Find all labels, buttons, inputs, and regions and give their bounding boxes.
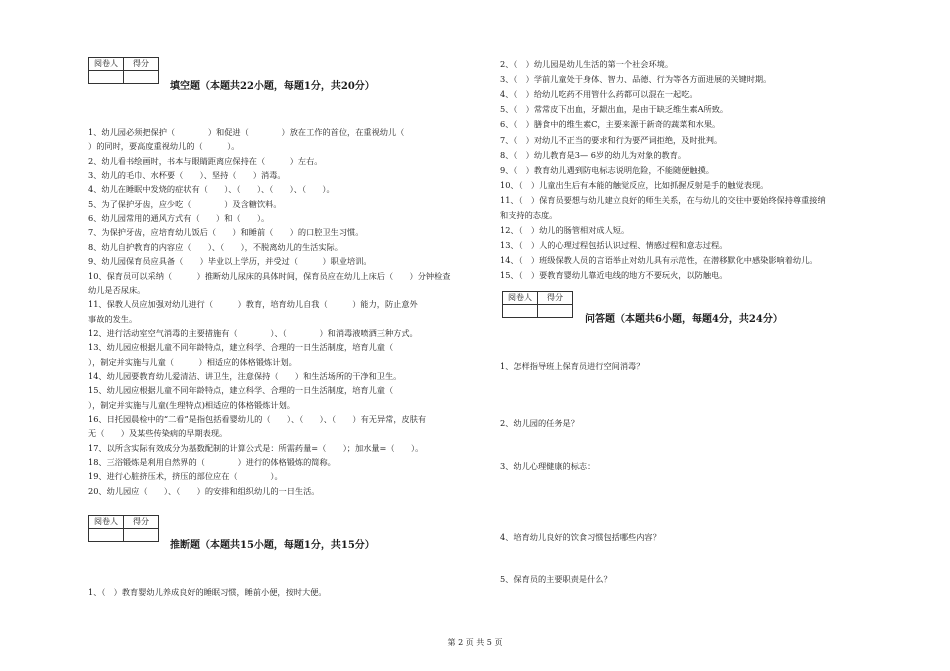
judge-section-title: 推断题（本题共15小题，每题1分，共15分）: [170, 540, 375, 551]
reviewer-cell: 阅卷人: [89, 516, 124, 529]
fill-question-line: 17、以所含实际有效成分为基数配制的计算公式是：所需药量=（ ）；加水量=（ ）。: [88, 442, 424, 453]
judge-question-line: 5、（ ）常常皮下出血，牙龈出血，是由于缺乏维生素A所致。: [500, 104, 729, 115]
fill-question-line: 无（ ）及某些传染病的早期表现。: [88, 428, 228, 439]
fill-question-line: 15、幼儿园应根据儿童不同年龄特点，建立科学、合理的一日生活制度，培育儿童（: [88, 385, 410, 396]
fill-question-line: 5、为了保护牙齿，应少吃（ ）及含糖饮料。: [88, 198, 282, 209]
fill-question-line: 1、幼儿园必须把保护（ ）和促进（ ）放在工作的首位，在重视幼儿（: [88, 127, 405, 137]
fill-question-line: 2、幼儿看书绘画时，书本与眼睛距离应保持在（ ）左右。: [88, 155, 323, 166]
qa-question-line: 2、幼儿园的任务是？: [500, 418, 579, 428]
fill-section-title: 填空题（本题共22小题，每题1分，共20分）: [170, 81, 375, 92]
judge-question-line: 14、（ ）班级保教人员的言语举止对幼儿具有示范性，在潜移默化中感染影响着幼儿。: [500, 255, 818, 266]
fill-question-line: 14、幼儿园要教育幼儿爱清洁、讲卫生，注意保持（ ）和生活场所的干净和卫生。: [88, 370, 402, 381]
reviewer-cell: 阅卷人: [89, 58, 124, 71]
score-cell: 得分: [124, 58, 159, 71]
fill-question-line: 10、保育员可以采纳（ ）推断幼儿尿床的具体时间，保育员应在幼儿上床后（ ）分钟检查: [88, 270, 451, 281]
fill-question-line: 20、幼儿园应（ ）、（ ）的安排和组织幼儿的一日生活。: [88, 485, 320, 496]
judge-question-line: 7、（ ）对幼儿不正当的要求和行为要严词拒绝，及时批判。: [500, 134, 723, 145]
judge-question-line: 6、（ ）膳食中的维生素C，主要来源于新奇的蔬菜和水果。: [500, 119, 721, 130]
score-cell: 得分: [124, 516, 159, 529]
reviewer-cell: 阅卷人: [503, 292, 538, 305]
score-input-cell[interactable]: [538, 305, 573, 318]
fill-question-line: 8、幼儿自护教育的内容应（ ）、（ ），不脱离幼儿的生活实际。: [88, 241, 343, 252]
page-footer: 第 2 页 共 5 页: [447, 638, 503, 647]
fill-question-line: 3、幼儿的毛巾、水杯要（ ）、坚持（ ）消毒。: [88, 170, 286, 181]
fill-question-line: ），制定并实施与儿童(生理特点)相适应的体格锻炼计划。: [88, 399, 295, 410]
score-table-judge: [88, 515, 159, 542]
fill-question-line: 7、为保护牙齿，应培育幼儿饭后（ ）和睡前（ ）的口腔卫生习惯。: [88, 227, 364, 238]
judge-question-line: 15、（ ）要教育婴幼儿靠近电线的地方不要玩火，以防触电。: [500, 270, 728, 281]
fill-question-line: 6、幼儿园常用的通风方式有（ ）和（ ）。: [88, 213, 270, 224]
fill-question-line: 事故的发生。: [88, 313, 138, 324]
reviewer-input-cell[interactable]: [503, 305, 538, 318]
judge-question-line: 2、（ ）幼儿园是幼儿生活的第一个社会环境。: [500, 59, 674, 69]
fill-question-line: 18、三浴锻炼是利用自然界的（ ）进行的体格锻炼的简称。: [88, 457, 336, 468]
qa-section-title: 问答题（本题共6小题，每题4分，共24分）: [585, 314, 783, 325]
fill-question-line: 13、幼儿园应根据儿童不同年龄特点，建立科学、合理的一日生活制度，培育儿童（: [88, 342, 410, 353]
fill-question-line: 19、进行心脏挤压术，挤压的部位应在（ ）。: [88, 471, 283, 482]
judge-question-line: 13、（ ）人的心理过程包括认识过程、情感过程和意志过程。: [500, 240, 728, 251]
score-cell: 得分: [538, 292, 573, 305]
fill-question-line: 9、幼儿园保育员应具备（ ）毕业以上学历，并受过（ ）职业培训。: [88, 256, 372, 267]
judge-question-line: 10、（ ）儿童出生后有本能的触觉反应，比如抓握反射是手的触觉表现。: [500, 179, 769, 190]
qa-question-line: 5、保育员的主要职责是什么？: [500, 574, 612, 584]
reviewer-input-cell[interactable]: [89, 71, 124, 84]
judge-question-line: 12、（ ）幼儿的肠管相对成人短。: [500, 225, 630, 236]
fill-question-line: 幼儿是否尿床。: [88, 284, 146, 295]
judge-question-line: 3、（ ）学前儿童处于身体、智力、品德、行为等各方面进展的关键时期。: [500, 74, 772, 85]
judge-question-line: 11、（ ）保育员要想与幼儿建立良好的师生关系，在与幼儿的交往中要始终保持尊重接纳: [500, 194, 826, 205]
score-table-qa: [502, 291, 573, 318]
score-table-fill: [88, 57, 159, 84]
qa-question-line: 4、培育幼儿良好的饮食习惯包括哪些内容？: [500, 532, 661, 542]
judge-question-line: 8、（ ）幼儿教育是3— 6岁的幼儿为对象的教育。: [500, 149, 687, 160]
score-input-cell[interactable]: [124, 529, 159, 542]
qa-question-line: 3、幼儿心理健康的标志：: [500, 461, 596, 471]
score-input-cell[interactable]: [124, 71, 159, 84]
judge-question-line: 9、（ ）教育幼儿遇到防电标志说明危险，不能随便触摸。: [500, 164, 714, 175]
judge-question-1: 1、（ ）教育婴幼儿养成良好的睡眠习惯，睡前小便，按时大便。: [88, 587, 327, 597]
judge-question-line: 和支持的态度。: [500, 210, 558, 220]
qa-question-line: 1、怎样指导班上保育员进行空间消毒？: [500, 361, 645, 371]
fill-question-line: ），制定并实施与儿童（ ）相适应的体格锻炼计划。: [88, 356, 297, 367]
reviewer-input-cell[interactable]: [89, 529, 124, 542]
fill-question-line: 4、幼儿在睡眠中发烧的症状有（ ）、（ ）、（ ）、（ ）。: [88, 184, 335, 195]
fill-question-line: 12、进行活动室空气消毒的主要措施有（ ）、（ ）和消毒液喷洒三种方式。: [88, 327, 418, 338]
fill-question-line: 16、日托园晨检中的“二看”是指包括看婴幼儿的（ ）、（ ）、（ ）有无异常，皮肤有: [88, 414, 427, 424]
fill-question-line: 11、保教人员应加强对幼儿进行（ ）教育，培育幼儿自我（ ）能力，防止意外: [88, 299, 418, 310]
judge-question-line: 4、（ ）给幼儿吃药不用管什么药都可以混在一起吃。: [500, 89, 698, 100]
fill-question-line: ）的同时，要高度重视幼儿的（ ）。: [88, 141, 240, 152]
